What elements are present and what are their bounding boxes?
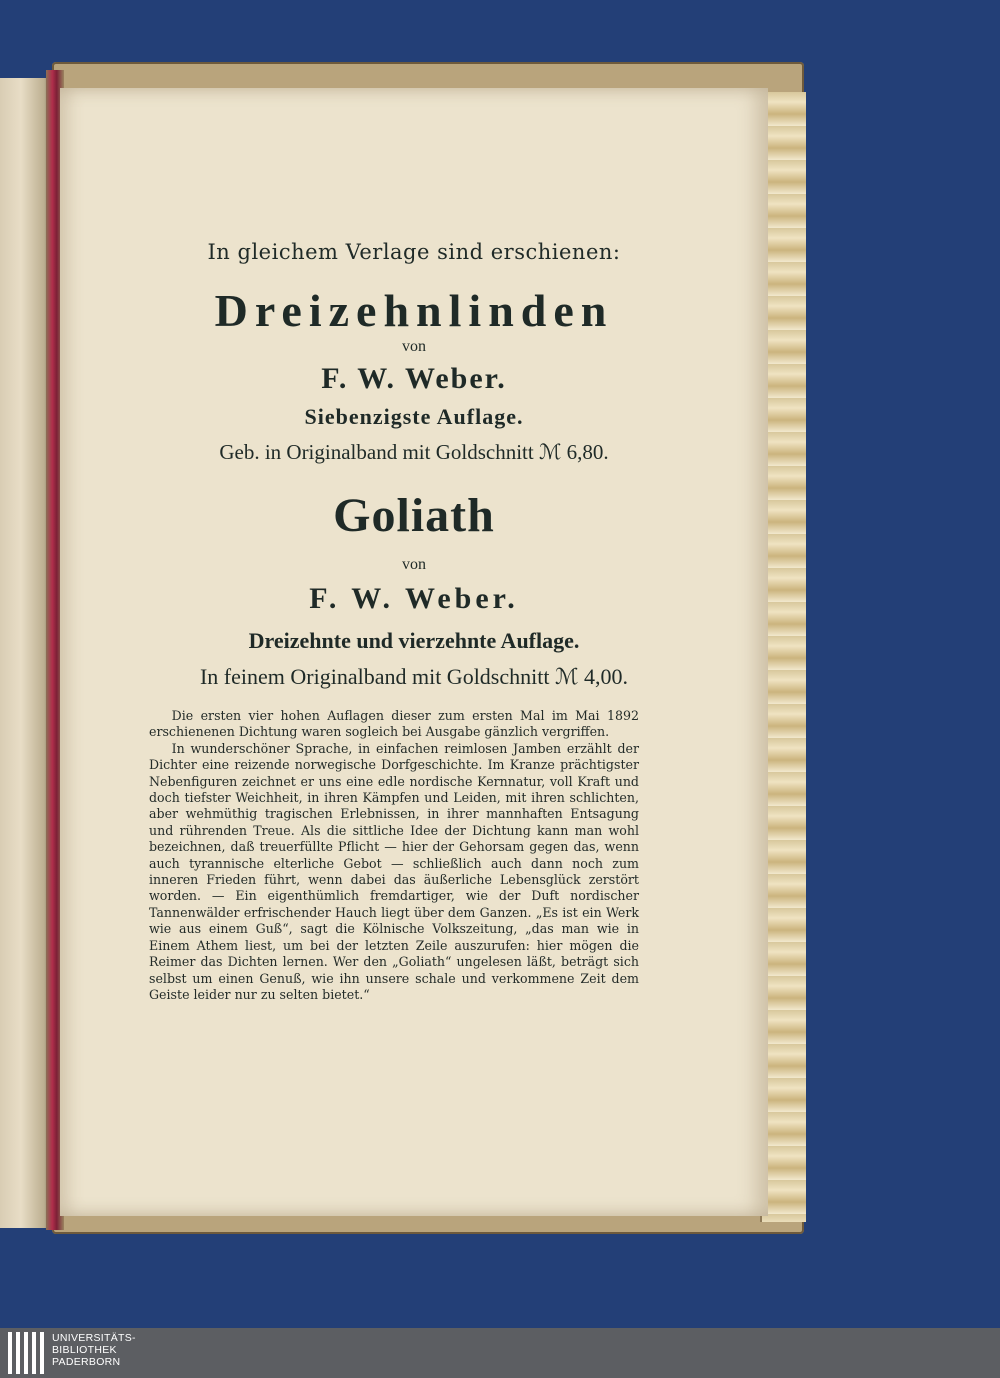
book1-edition: Siebenzigste Auflage. xyxy=(304,404,524,429)
book2-price: In feinem Originalband mit Goldschnitt ℳ 4,00. xyxy=(199,664,628,689)
library-name-line1: UNIVERSITÄTS- xyxy=(52,1332,136,1344)
description-paragraph: Die ersten vier hohen Auflagen dieser zum ersten Mal im Mai 1892 erschienenen Dichtung waren sogleich bei Ausgabe gänzlich vergriffen. xyxy=(149,708,639,740)
library-footer xyxy=(0,1328,1000,1378)
book2-author: F. W. Weber. xyxy=(309,582,519,615)
book2-von: von xyxy=(402,556,426,573)
book1-title: Dreizehnlinden xyxy=(214,285,614,336)
book2-title: Goliath xyxy=(333,489,495,542)
library-name-line2: BIBLIOTHEK xyxy=(52,1344,117,1356)
book-page xyxy=(60,88,768,1216)
publisher-intro: In gleichem Verlage sind erschienen: xyxy=(207,240,621,264)
book1-author: F. W. Weber. xyxy=(321,362,507,395)
book1-price: Geb. in Originalband mit Goldschnitt ℳ 6,80. xyxy=(219,440,609,464)
description-paragraph: In wunderschöner Sprache, in einfachen reimlosen Jamben erzählt der Dichter eine reizende norwegische Dorfgeschichte. Im Kranze prächtigster Nebenfiguren zeichnet er uns eine edle nordische Kernnatur, voll Kraft und doch tiefster Weichheit, in ihren Kämpfen und Leiden, mit ihren schlichten, aber wehmüthig tragischen Erlebnissen, in ihrer mannhaften Entsagung und rührenden Treue. Als die sittliche Idee der Dichtung kann man wohl bezeichnen, daß treuerfüllte Pflicht — hier der Gehorsam gegen das, wenn auch tyrannische elterliche Gebot — schließlich auch dann noch zum inneren Frieden führt, wenn dabei das äußerliche Lebensglück zerstört worden. — Ein eigenthümlich fremdartiger, wie der Duft nordischer Tannenwälder erfrischender Hauch liegt über dem Ganzen. „Es ist ein Werk wie aus einem Guß“, sagt die Kölnische Volkszeitung, „das man wie in Einem Athem liest, um bei der letzten Zeile auszurufen: hier mögen die Reimer das Dichten lernen. Wer den „Goliath“ ungelesen läßt, beträgt sich selbst um einen Genuß, wie ihn unsere schale und verkommene Zeit dem Geiste leider nur zu selten bietet.“ xyxy=(149,740,639,1002)
library-name xyxy=(52,1332,136,1368)
book2-description xyxy=(149,708,639,1003)
library-logo-icon xyxy=(8,1332,50,1374)
facing-page-edge xyxy=(0,78,52,1228)
book2-edition: Dreizehnte und vierzehnte Auflage. xyxy=(248,628,580,653)
library-name-line3: PADERBORN xyxy=(52,1356,121,1368)
book1-von: von xyxy=(402,338,426,355)
